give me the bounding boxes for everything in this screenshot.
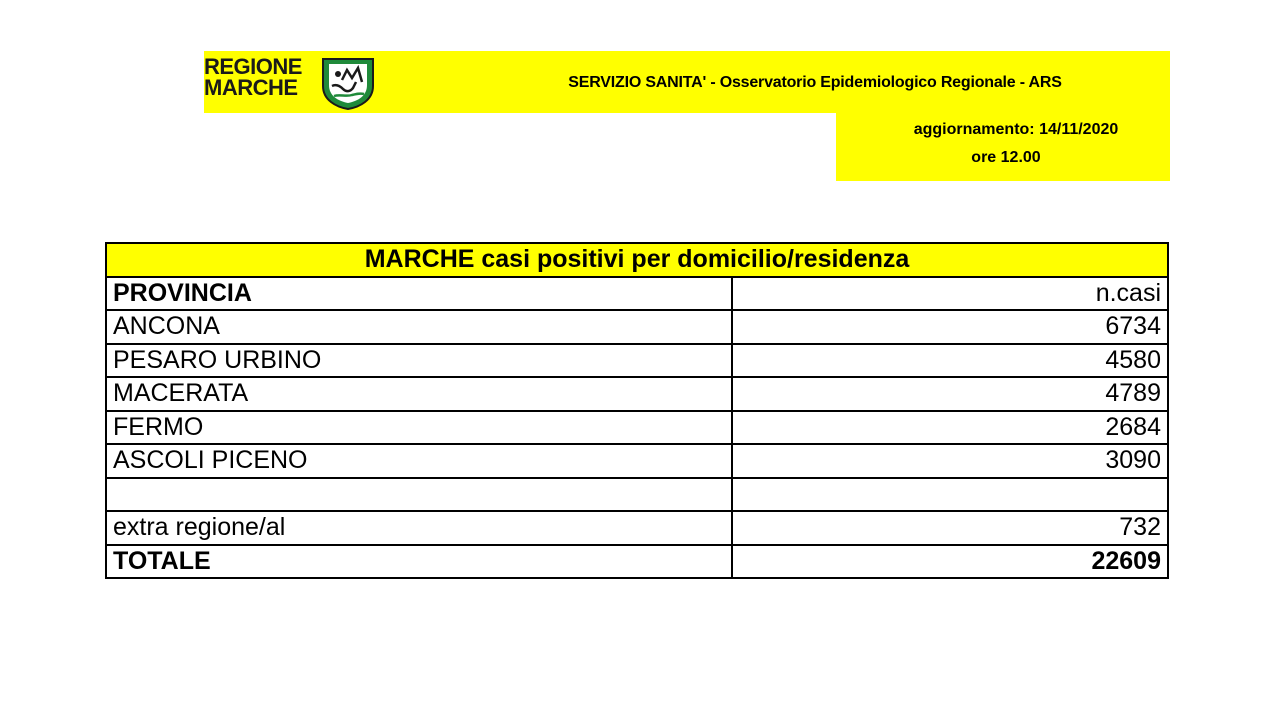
row-province: PESARO URBINO bbox=[106, 344, 732, 378]
row-province: FERMO bbox=[106, 411, 732, 445]
row-province: MACERATA bbox=[106, 377, 732, 411]
total-cases: 22609 bbox=[732, 545, 1168, 579]
table-row bbox=[106, 411, 1168, 445]
regione-marche-shield-icon bbox=[320, 56, 376, 110]
row-cases: 2684 bbox=[732, 411, 1168, 445]
row-cases bbox=[732, 478, 1168, 512]
row-cases: 4580 bbox=[732, 344, 1168, 378]
service-title: SERVIZIO SANITA' - Osservatorio Epidemiologico Regionale - ARS bbox=[568, 74, 1062, 91]
row-province: ASCOLI PICENO bbox=[106, 444, 732, 478]
regione-marche-logo bbox=[204, 54, 376, 110]
row-province bbox=[106, 478, 732, 512]
logo-line-2: MARCHE bbox=[204, 75, 298, 100]
table-row bbox=[106, 377, 1168, 411]
row-province: extra regione/al bbox=[106, 511, 732, 545]
row-cases: 6734 bbox=[732, 310, 1168, 344]
table-title: MARCHE casi positivi per domicilio/residenza bbox=[106, 243, 1168, 277]
header-province: PROVINCIA bbox=[106, 277, 732, 311]
row-cases: 732 bbox=[732, 511, 1168, 545]
header-cases: n.casi bbox=[732, 277, 1168, 311]
row-cases: 4789 bbox=[732, 377, 1168, 411]
table-header-row bbox=[106, 277, 1168, 311]
row-cases: 3090 bbox=[732, 444, 1168, 478]
table-title-row bbox=[106, 243, 1168, 277]
table-row-empty bbox=[106, 478, 1168, 512]
cases-table bbox=[105, 242, 1169, 579]
table-row bbox=[106, 344, 1168, 378]
row-province: ANCONA bbox=[106, 310, 732, 344]
update-time: ore 12.00 bbox=[971, 149, 1041, 166]
total-label: TOTALE bbox=[106, 545, 732, 579]
logo-text bbox=[204, 56, 302, 98]
logo-line-1: REGIONE bbox=[204, 54, 302, 79]
table-row bbox=[106, 511, 1168, 545]
update-date: aggiornamento: 14/11/2020 bbox=[913, 121, 1119, 138]
table-total-row bbox=[106, 545, 1168, 579]
table-row bbox=[106, 444, 1168, 478]
table-row bbox=[106, 310, 1168, 344]
